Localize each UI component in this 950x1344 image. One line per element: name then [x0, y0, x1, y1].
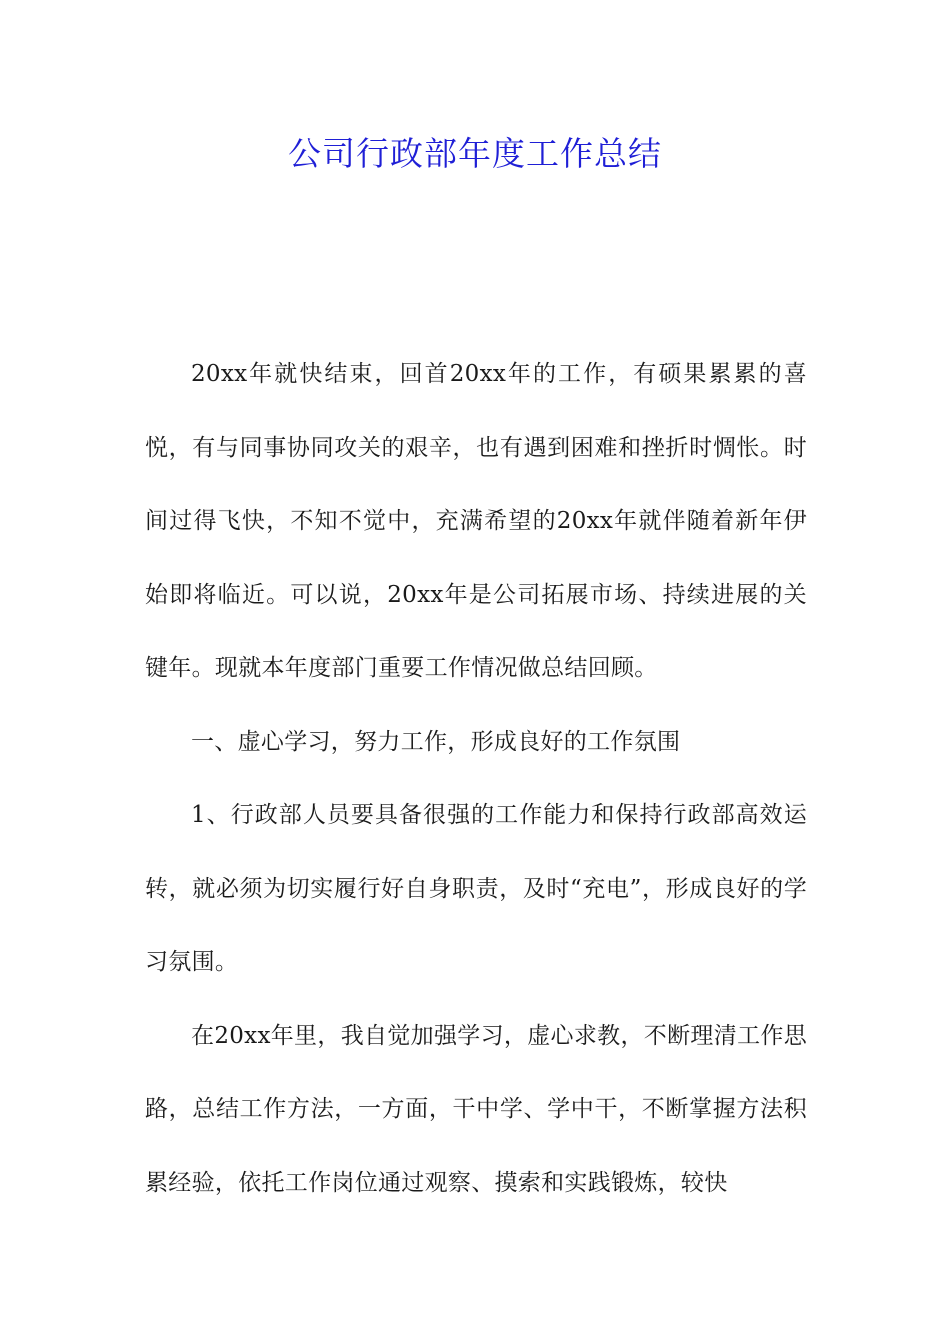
item-paragraph-1: 1、行政部人员要具备很强的工作能力和保持行政部高效运转，就必须为切实履行好自身职责，及时“充电”，形成良好的学习氛围。 — [145, 802, 807, 975]
intro-paragraph: 20xx年就快结束，回首20xx年的工作，有硕果累累的喜悦，有与同事协同攻关的艰辛，也有遇到困难和挫折时惆怅。时间过得飞快，不知不觉中，充满希望的20xx年就伴随着新年伊始即将临近。可以说，20xx年是公司拓展市场、持续进展的关键年。现就本年度部门重要工作情况做总结回顾。 — [145, 361, 807, 681]
body-paragraph: 在20xx年里，我自觉加强学习，虚心求教，不断理清工作思路，总结工作方法，一方面，干中学、学中干，不断掌握方法积累经验，依托工作岗位通过观察、摸索和实践锻炼，较快 — [145, 1022, 807, 1196]
document-title: 公司行政部年度工作总结 — [288, 134, 662, 173]
document-body — [145, 338, 807, 1220]
section-heading-1: 一、虚心学习，努力工作，形成良好的工作氛围 — [191, 728, 681, 755]
